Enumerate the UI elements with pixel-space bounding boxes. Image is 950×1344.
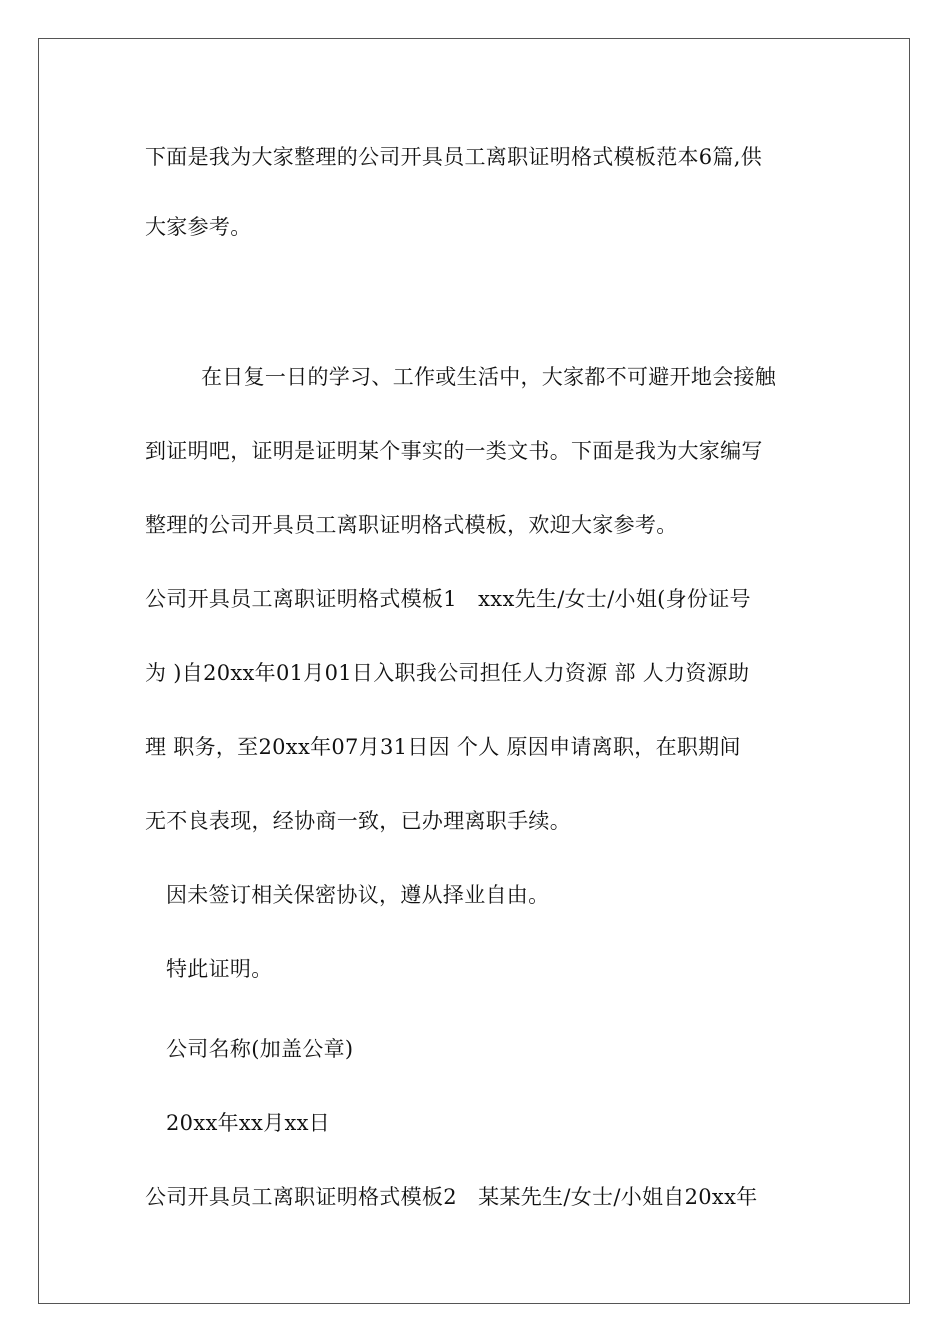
intro-line-2: 大家参考。 — [145, 215, 252, 239]
paragraph-line-3: 整理的公司开具员工离职证明格式模板，欢迎大家参考。 — [145, 513, 678, 537]
paragraph-line-1: 在日复一日的学习、工作或生活中，大家都不可避开地会接触 — [201, 365, 777, 389]
template-1-body-line-2: 理 职务，至20xx年07月31日因 个人 原因申请离职，在职期间 — [145, 735, 741, 759]
template-1-body-line-1: 为 )自20xx年01月01日入职我公司担任人力资源 部 人力资源助 — [145, 661, 750, 685]
template-1-confidentiality-line: 因未签订相关保密协议，遵从择业自由。 — [166, 883, 550, 907]
template-1-date-line: 20xx年xx月xx日 — [166, 1111, 331, 1135]
paragraph-line-2: 到证明吧，证明是证明某个事实的一类文书。下面是我为大家编写 — [145, 439, 763, 463]
template-1-body-line-3: 无不良表现，经协商一致，已办理离职手续。 — [145, 809, 571, 833]
template-2-heading-line: 公司开具员工离职证明格式模板2 某某先生/女士/小姐自20xx年 — [145, 1185, 758, 1209]
template-1-certification-line: 特此证明。 — [166, 957, 273, 981]
intro-line-1: 下面是我为大家整理的公司开具员工离职证明格式模板范本6篇,供 — [145, 145, 763, 169]
template-1-heading-line: 公司开具员工离职证明格式模板1 xxx先生/女士/小姐(身份证号 — [145, 587, 751, 611]
template-1-company-name-line: 公司名称(加盖公章) — [166, 1037, 354, 1061]
